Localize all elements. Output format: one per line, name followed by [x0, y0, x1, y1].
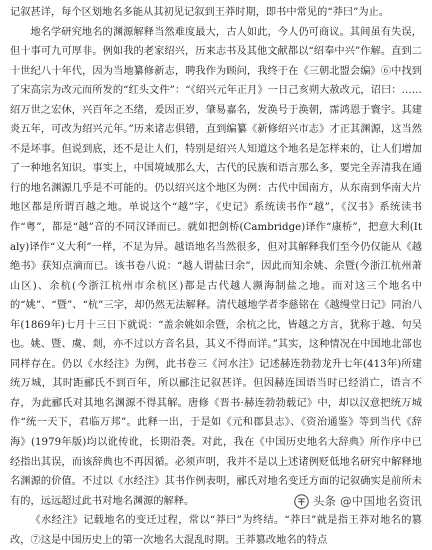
watermark-text: 头条 @中国地名资讯 [312, 494, 422, 508]
paragraph-3: 《水经注》记载地名的变迁过程，常以“莽曰”为终结。“莽曰”就是指王莽对地名的篡改，⑦这是中国历史上的第一次地名大混乱时期。王莽篡改地名的特点 [10, 515, 422, 546]
paragraph-2: 地名学研究地名的渊源解释当然难度最大，古人如此，今人仍可商议。其间虽有失误，但十事可九可厚非。例如我的老家绍兴，历来志书及其他文献都以“绍奉中兴”作解。直到二十世纪八十年代，因为当地纂修新志，聘我作为顾问，我终于在《三朝北盟会编》⑥中找到了宋高宗为改元而所发的“红头文件”：“《绍兴元年正月》一日己亥朔大赦改元，诏曰：……绍万世之宏休，兴百年之丕绪，爰因正岁，肇易嘉名，发涣号于涣朝，霈鸿恩于寰宇。其建炎五年，可改为绍兴元年。”历来诸志俱错，直到编纂《新修绍兴市志》才正其渊源，这当然不是坏事。但说到底，还不是让人们，特别是绍兴人知道这个地名是怎样来的，让人们增加了一种地名知识。事实上，中国境域那么大，古代的民族和语言那么多，要完全弄清我在通行的地名渊源几乎是不可能的。仍以绍兴这个地区为例：古代中国南方，从东南到华南大片地区都是所谓百越之地。单说这个“越”字，《史记》系统读书作“越”，《汉书》系统读书作“粤”，都是“越”音的不同汉译而已。就如把剑桥(Cambridge)译作“康桥”，把意大利(Italy)译作“义大利”一样，不足为异。越语地名当然很多，但对其解释我们至今仍仅能从《越绝书》获知点滴而已。该书卷八说：“越人谓盐曰余”，因此而知余姚、余暨(今浙江杭州萧山区)、余杭(今浙江杭州市余杭区)都是古代越人濒海制盐之地。而对这三个地名中的“姚”、“暨”、“杭”三字，却仍然无法解释。清代越地学者李慈铭在《越缦堂日记》同治八年(1869年)七月十三日下就说：“盖余姚如余暨，余杭之比，皆越之方言，犹称于越、句吴也。姚、暨、虞、剡，亦不过以方音名县，其义不得而详。”其实，这种情况在中国地北部也同样存在。仍以《水经注》为例，此书卷三《河水注》记述赫连勃勃龙升七年(413年)所建统万城，其时距郦氏不到百年，所以郦注记叙甚详。但因赫连国语当时已经消亡，语言不存，为此郦氏对其地名渊源不得其解。唐修《晋书·赫连勃勃载记》中，却以汉意把统万城作“统一天下，君临万邦”。此释一出，于是如《元和郡县志》、《资治通鉴》等到当代《辞海》(1979年版)均以讹传讹，长期沿袭。对此，我在《中国历史地名大辞典》所作序中已经指出其误，而该辞典也不再因循。必须声明，我并不是以上述诸例贬低地名研究中解释地名渊源的价值。不过以《水经注》其书作例表明，郦氏对地名变迁方面的记叙确实是前所未有的，远远超过此书对地名渊源的解释。 [10, 26, 422, 507]
toutiao-logo-icon [294, 494, 309, 509]
watermark [292, 492, 424, 510]
paragraph-1: 记叙甚详，每个区划地名多能从其初见记叙到王莽时期，即书中常见的“莽曰”为止。 [10, 7, 390, 18]
